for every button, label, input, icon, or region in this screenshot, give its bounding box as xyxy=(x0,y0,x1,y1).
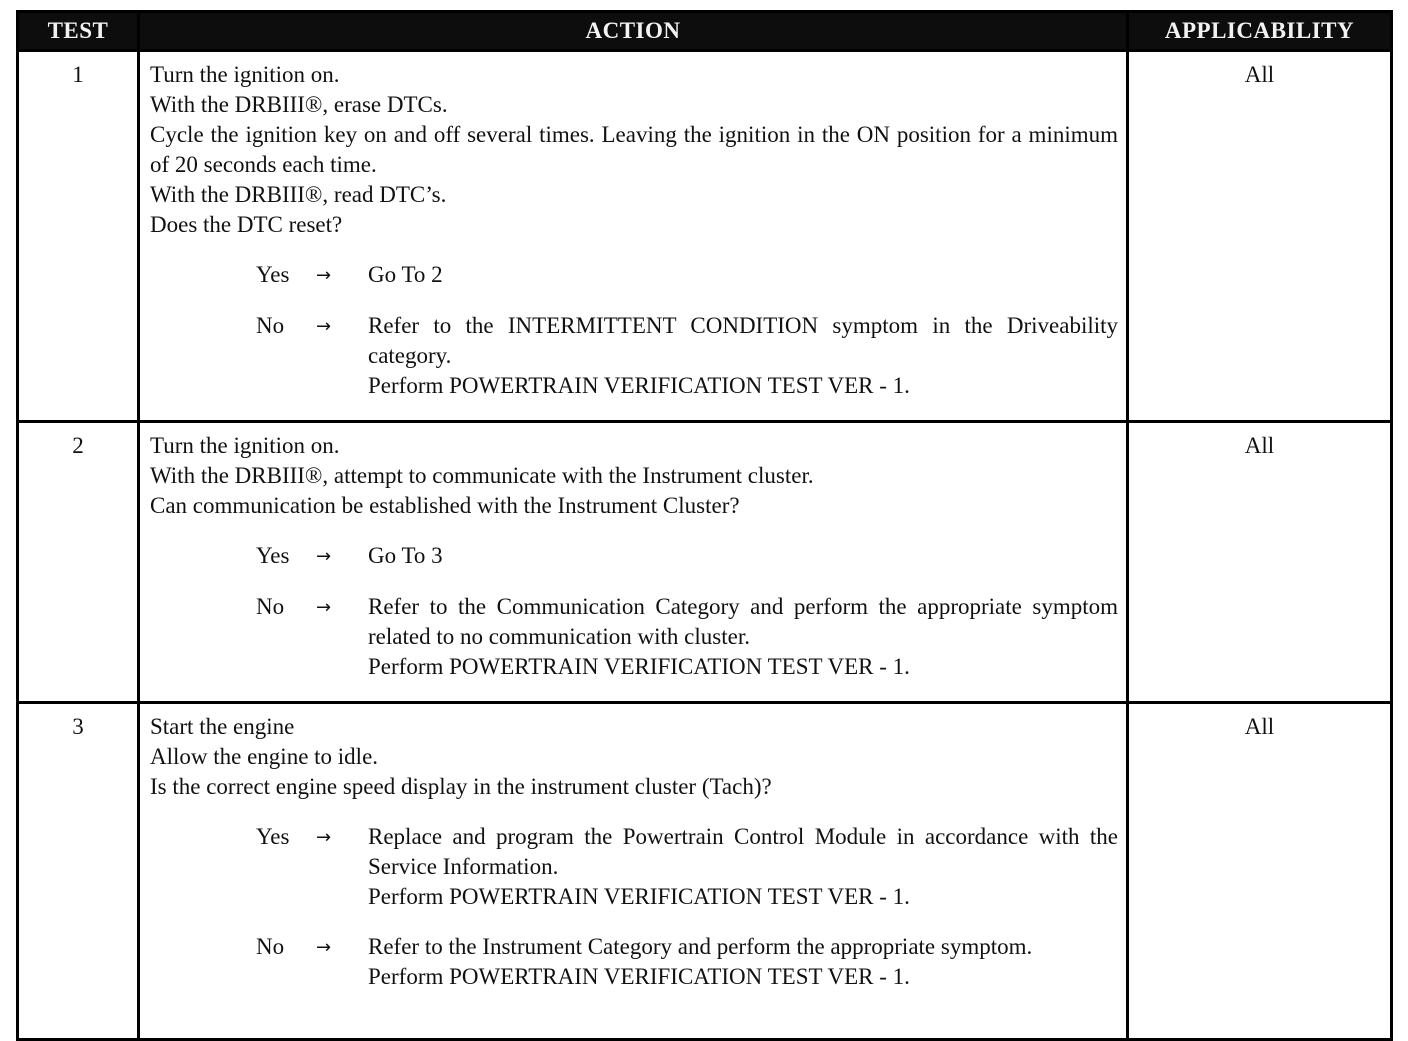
outcome-line: Refer to the Instrument Category and perform the appropriate symptom. xyxy=(368,934,1033,959)
right-arrow-icon: → xyxy=(316,316,332,337)
right-arrow-icon: → xyxy=(316,546,332,567)
step-line: With the DRBIII®, erase DTCs. xyxy=(150,92,448,117)
action-cell xyxy=(139,51,1128,422)
outcome-line: Perform POWERTRAIN VERIFICATION TEST VER - 1. xyxy=(368,373,910,398)
no-label: No xyxy=(256,934,285,959)
table-row xyxy=(18,51,1392,422)
applicability-value: All xyxy=(1128,422,1392,703)
no-action xyxy=(368,592,1118,682)
yes-action xyxy=(368,260,1118,291)
yes-outcome xyxy=(150,260,1118,291)
outcome-line: Perform POWERTRAIN VERIFICATION TEST VER - 1. xyxy=(368,654,910,679)
right-arrow-icon: → xyxy=(316,265,332,286)
step-line: Is the correct engine speed display in the instrument cluster (Tach)? xyxy=(150,774,772,799)
header-action: ACTION xyxy=(139,12,1128,51)
applicability-value: All xyxy=(1128,703,1392,1040)
step-line: With the DRBIII®, read DTC’s. xyxy=(150,182,447,207)
step-line: Can communication be established with the Instrument Cluster? xyxy=(150,493,740,518)
right-arrow-icon: → xyxy=(316,937,332,958)
no-outcome xyxy=(150,592,1118,682)
outcome-line: Replace and program the Powertrain Control Module in accordance with the Service Information. xyxy=(368,824,1118,879)
action-cell xyxy=(139,703,1128,1040)
outcome-line: Go To 2 xyxy=(368,262,443,287)
yes-outcome xyxy=(150,822,1118,912)
yes-label: Yes xyxy=(256,824,290,849)
diagnostic-procedure-table xyxy=(16,10,1393,1041)
test-number: 2 xyxy=(18,422,139,703)
yes-label: Yes xyxy=(256,262,290,287)
step-line: With the DRBIII®, attempt to communicate with the Instrument cluster. xyxy=(150,463,814,488)
step-line: Start the engine xyxy=(150,714,295,739)
yes-action xyxy=(368,541,1118,572)
table-header-row xyxy=(18,12,1392,51)
table-row xyxy=(18,422,1392,703)
no-label: No xyxy=(256,313,285,338)
yes-label: Yes xyxy=(256,543,290,568)
yes-outcome xyxy=(150,541,1118,572)
step-line: Cycle the ignition key on and off several times. Leaving the ignition in the ON position for a minimum of 20 seconds each time. xyxy=(150,122,1118,177)
test-number: 3 xyxy=(18,703,139,1040)
table-row xyxy=(18,703,1392,1040)
step-line: Turn the ignition on. xyxy=(150,62,340,87)
step-line: Turn the ignition on. xyxy=(150,433,340,458)
outcome-line: Perform POWERTRAIN VERIFICATION TEST VER - 1. xyxy=(368,884,910,909)
header-test: TEST xyxy=(18,12,139,51)
no-outcome xyxy=(150,932,1118,992)
no-action xyxy=(368,311,1118,401)
outcome-line: Refer to the Communication Category and perform the appropriate symptom related to no communication with cluster. xyxy=(368,594,1118,649)
yes-action xyxy=(368,822,1118,912)
step-line: Does the DTC reset? xyxy=(150,212,343,237)
test-number: 1 xyxy=(18,51,139,422)
outcome-line: Perform POWERTRAIN VERIFICATION TEST VER - 1. xyxy=(368,964,910,989)
applicability-value: All xyxy=(1128,51,1392,422)
no-label: No xyxy=(256,594,285,619)
no-outcome xyxy=(150,311,1118,401)
right-arrow-icon: → xyxy=(316,827,332,848)
outcome-line: Go To 3 xyxy=(368,543,443,568)
right-arrow-icon: → xyxy=(316,597,332,618)
step-line: Allow the engine to idle. xyxy=(150,744,379,769)
outcome-line: Refer to the INTERMITTENT CONDITION symptom in the Driveability category. xyxy=(368,313,1118,368)
header-applicability: APPLICABILITY xyxy=(1128,12,1392,51)
action-cell xyxy=(139,422,1128,703)
no-action xyxy=(368,932,1118,992)
